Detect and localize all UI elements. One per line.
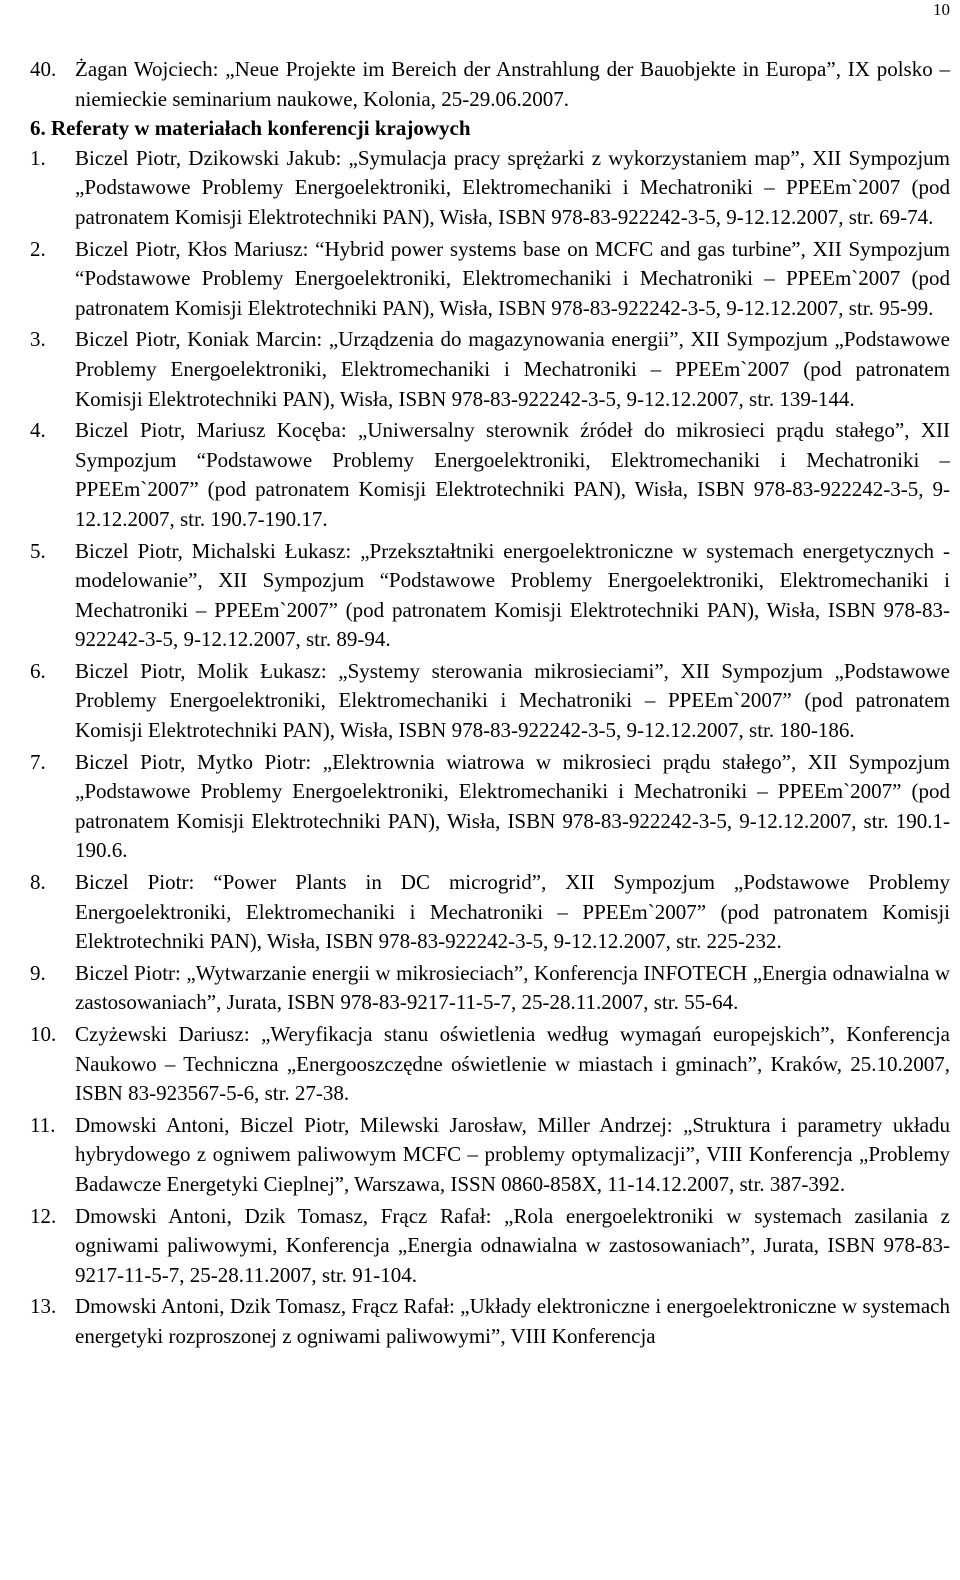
reference-text: Dmowski Antoni, Biczel Piotr, Milewski Jarosław, Miller Andrzej: „Struktura i parametry układu hybrydowego z ogniwem paliwowym MCFC – problemy optymalizacji”, VIII Konferencja „Problemy Badawcze Energetyki Cieplnej”, Warszawa, ISSN 0860-858X, 11-14.12.2007, str. 387-392. bbox=[75, 1112, 950, 1196]
page-number: 10 bbox=[933, 0, 950, 19]
reference-item bbox=[30, 537, 950, 655]
reference-text: Dmowski Antoni, Dzik Tomasz, Frącz Rafał: „Rola energoelektroniki w systemach zasilania z ogniwami paliwowymi, Konferencja „Energia odnawialna w zastosowaniach”, Jurata, ISBN 978-83-9217-11-5-7, 25-28.11.2007, str. 91-104. bbox=[75, 1203, 950, 1287]
reference-item bbox=[30, 1020, 950, 1109]
reference-item bbox=[30, 55, 950, 114]
reference-number: 6. bbox=[30, 658, 46, 683]
reference-item bbox=[30, 959, 950, 1018]
section-heading: 6. Referaty w materiałach konferencji krajowych bbox=[30, 116, 471, 141]
reference-item bbox=[30, 748, 950, 866]
reference-text: Biczel Piotr, Kłos Mariusz: “Hybrid power systems base on MCFC and gas turbine”, XII Sympozjum “Podstawowe Problemy Energoelektroniki, Elektromechaniki i Mechatroniki – PPEEm`2007 (pod patronatem Komisji Elektrotechniki PAN), Wisła, ISBN 978-83-922242-3-5, 9-12.12.2007, str. 95-99. bbox=[75, 236, 950, 320]
reference-text: Biczel Piotr, Michalski Łukasz: „Przekształtniki energoelektroniczne w systemach energetycznych - modelowanie”, XII Sympozjum “Podstawowe Problemy Energoelektroniki, Elektromechaniki i Mechatroniki – PPEEm`2007” (pod patronatem Komisji Elektrotechniki PAN), Wisła, ISBN 978-83-922242-3-5, 9-12.12.2007, str. 89-94. bbox=[75, 538, 950, 652]
previous-section-list bbox=[30, 55, 950, 114]
reference-text: Czyżewski Dariusz: „Weryfikacja stanu oświetlenia według wymagań europejskich”, Konferencja Naukowo – Techniczna „Energooszczędne oświetlenie w miastach i gminach”, Kraków, 25.10.2007, ISBN 83-923567-5-6, str. 27-38. bbox=[75, 1022, 950, 1106]
reference-text: Biczel Piotr, Dzikowski Jakub: „Symulacja pracy sprężarki z wykorzystaniem map”, XII Sympozjum „Podstawowe Problemy Energoelektroniki, Elektromechaniki i Mechatroniki – PPEEm`2007 (pod patronatem Komisji Elektrotechniki PAN), Wisła, ISBN 978-83-922242-3-5, 9-12.12.2007, str. 69-74. bbox=[75, 145, 950, 229]
reference-number: 5. bbox=[30, 538, 46, 563]
reference-text: Biczel Piotr: „Wytwarzanie energii w mikrosieciach”, Konferencja INFOTECH „Energia odnawialna w zastosowaniach”, Jurata, ISBN 978-83-9217-11-5-7, 25-28.11.2007, str. 55-64. bbox=[75, 960, 950, 1015]
reference-number: 12. bbox=[30, 1203, 57, 1228]
reference-number: 7. bbox=[30, 749, 46, 774]
reference-text: Biczel Piotr, Koniak Marcin: „Urządzenia do magazynowania energii”, XII Sympozjum „Podstawowe Problemy Energoelektroniki, Elektromechaniki i Mechatroniki – PPEEm`2007 (pod patronatem Komisji Elektrotechniki PAN), Wisła, ISBN 978-83-922242-3-5, 9-12.12.2007, str. 139-144. bbox=[75, 327, 950, 411]
reference-item bbox=[30, 1292, 950, 1351]
reference-item bbox=[30, 416, 950, 534]
reference-item bbox=[30, 1202, 950, 1291]
reference-list bbox=[30, 144, 950, 1352]
reference-item bbox=[30, 657, 950, 746]
reference-number: 11. bbox=[30, 1112, 56, 1137]
reference-number: 40. bbox=[30, 57, 57, 81]
reference-number: 1. bbox=[30, 145, 46, 170]
reference-text: Dmowski Antoni, Dzik Tomasz, Frącz Rafał: „Układy elektroniczne i energoelektroniczne w systemach energetyki rozproszonej z ogniwami paliwowymi”, VIII Konferencja bbox=[75, 1294, 950, 1348]
reference-text: Biczel Piotr, Mariusz Kocęba: „Uniwersalny sterownik źródeł do mikrosieci prądu stałego”, XII Sympozjum “Podstawowe Problemy Energoelektroniki, Elektromechaniki i Mechatroniki – PPEEm`2007” (pod patronatem Komisji Elektrotechniki PAN), Wisła, ISBN 978-83-922242-3-5, 9-12.12.2007, str. 190.7-190.17. bbox=[75, 418, 950, 531]
reference-number: 8. bbox=[30, 870, 46, 895]
reference-number: 10. bbox=[30, 1022, 57, 1046]
reference-text: Biczel Piotr, Molik Łukasz: „Systemy sterowania mikrosieciami”, XII Sympozjum „Podstawowe Problemy Energoelektroniki, Elektromechaniki i Mechatroniki – PPEEm`2007” (pod patronatem Komisji Elektrotechniki PAN), Wisła, ISBN 978-83-922242-3-5, 9-12.12.2007, str. 180-186. bbox=[75, 658, 950, 743]
reference-number: 2. bbox=[30, 236, 46, 261]
reference-item bbox=[30, 144, 950, 233]
reference-item bbox=[30, 1111, 950, 1200]
reference-number: 3. bbox=[30, 327, 46, 352]
reference-item bbox=[30, 868, 950, 957]
reference-text: Żagan Wojciech: „Neue Projekte im Bereich der Anstrahlung der Bauobjekte in Europa”, IX polsko – niemieckie seminarium naukowe, Kolonia, 25-29.06.2007. bbox=[75, 57, 950, 111]
reference-text: Biczel Piotr, Mytko Piotr: „Elektrownia wiatrowa w mikrosieci prądu stałego”, XII Sympozjum „Podstawowe Problemy Energoelektroniki, Elektromechaniki i Mechatroniki – PPEEm`2007” (pod patronatem Komisji Elektrotechniki PAN), Wisła, ISBN 978-83-922242-3-5, 9-12.12.2007, str. 190.1-190.6. bbox=[75, 749, 950, 863]
reference-item bbox=[30, 235, 950, 324]
reference-number: 9. bbox=[30, 960, 46, 985]
document-body bbox=[30, 55, 950, 1352]
reference-number: 4. bbox=[30, 418, 46, 443]
reference-text: Biczel Piotr: “Power Plants in DC microgrid”, XII Sympozjum „Podstawowe Problemy Energoelektroniki, Elektromechaniki i Mechatroniki – PPEEm`2007” (pod patronatem Komisji Elektrotechniki PAN), Wisła, ISBN 978-83-922242-3-5, 9-12.12.2007, str. 225-232. bbox=[75, 870, 950, 954]
reference-item bbox=[30, 325, 950, 414]
reference-number: 13. bbox=[30, 1294, 57, 1319]
